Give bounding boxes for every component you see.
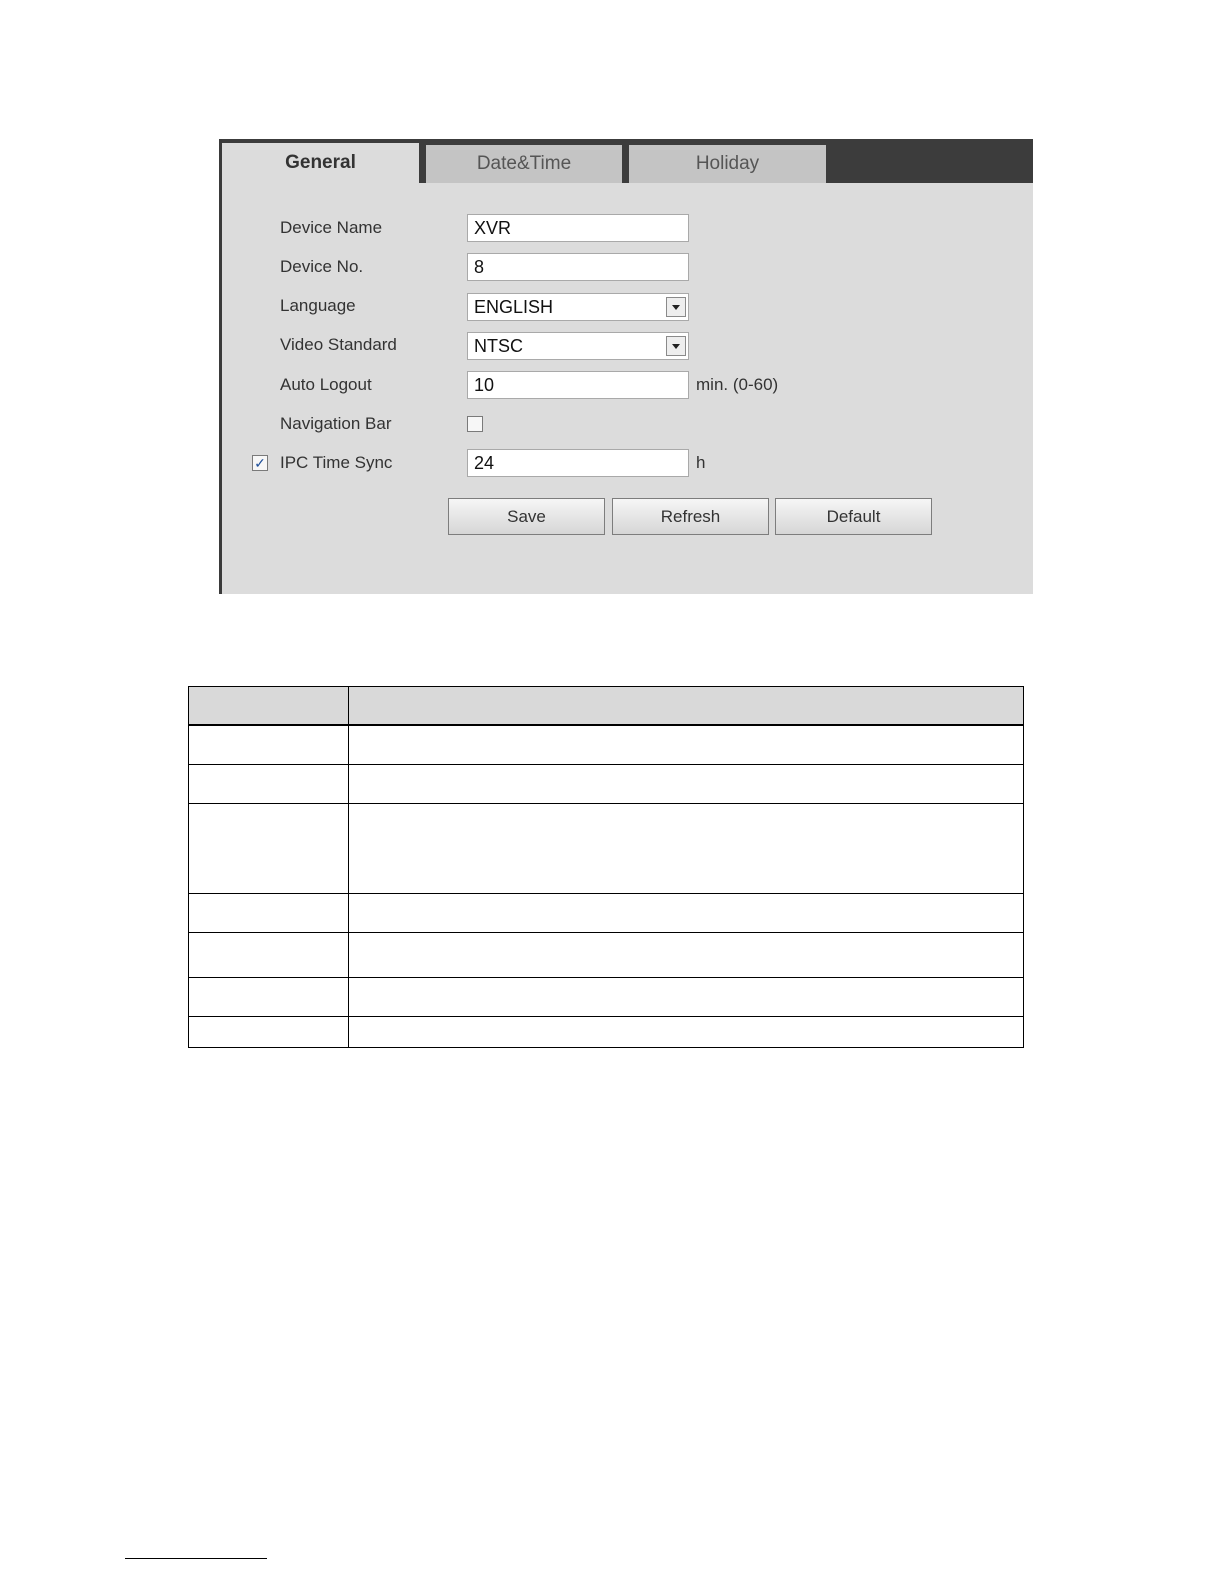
tab-date-time[interactable]: Date&Time [426, 145, 622, 183]
device-name-input[interactable] [467, 214, 689, 242]
table-cell [189, 978, 349, 1017]
refresh-button[interactable]: Refresh [612, 498, 769, 535]
checkmark-icon: ✓ [254, 455, 266, 471]
table-row [189, 894, 1024, 933]
table-header-cell [349, 687, 1024, 725]
table-row [189, 978, 1024, 1017]
table-row [189, 725, 1024, 765]
table-cell [189, 804, 349, 894]
table-row [189, 933, 1024, 978]
ipc-time-sync-unit: h [696, 453, 706, 472]
auto-logout-unit: min. (0-60) [696, 375, 779, 394]
table-cell [189, 894, 349, 933]
video-standard-label: Video Standard [280, 335, 397, 354]
table-cell [349, 725, 1024, 765]
language-value: ENGLISH [474, 296, 554, 317]
table-row [189, 765, 1024, 804]
general-settings-panel [219, 139, 1033, 594]
table-cell [189, 933, 349, 978]
video-standard-value: NTSC [474, 335, 523, 356]
language-select[interactable] [467, 293, 689, 321]
table-cell [349, 894, 1024, 933]
auto-logout-value: 10 [474, 374, 495, 395]
ipc-time-sync-label: IPC Time Sync [280, 453, 393, 472]
table-cell [349, 933, 1024, 978]
video-standard-select[interactable] [467, 332, 689, 360]
default-button[interactable]: Default [775, 498, 932, 535]
navigation-bar-label: Navigation Bar [280, 414, 392, 433]
device-no-input[interactable] [467, 253, 689, 281]
dropdown-arrow-icon[interactable] [666, 336, 686, 356]
table-cell [349, 978, 1024, 1017]
device-name-label: Device Name [280, 218, 383, 237]
save-button[interactable]: Save [448, 498, 605, 535]
table-cell [189, 1017, 349, 1048]
device-no-value: 8 [474, 256, 485, 277]
table-row [189, 804, 1024, 894]
tab-general[interactable]: General [222, 143, 419, 183]
device-no-label: Device No. [280, 257, 364, 276]
table-cell [189, 765, 349, 804]
navigation-bar-checkbox[interactable] [467, 416, 483, 432]
dropdown-arrow-icon[interactable] [666, 297, 686, 317]
auto-logout-label: Auto Logout [280, 375, 372, 394]
auto-logout-input[interactable] [467, 371, 689, 399]
tab-holiday[interactable]: Holiday [629, 145, 826, 183]
ipc-time-sync-value: 24 [474, 452, 495, 473]
table-cell [349, 804, 1024, 894]
parameter-table [188, 686, 1024, 1048]
table-row [189, 1017, 1024, 1048]
table-cell [189, 725, 349, 765]
ipc-time-sync-checkbox[interactable] [252, 455, 268, 471]
ipc-time-sync-input[interactable] [467, 449, 689, 477]
tab-bar [222, 139, 1033, 183]
table-header-row [189, 687, 1024, 725]
table-cell [349, 1017, 1024, 1048]
device-name-value: XVR [474, 217, 512, 238]
language-label: Language [280, 296, 356, 315]
footnote-divider [125, 1558, 267, 1559]
table-header-cell [189, 687, 349, 725]
table-cell [349, 765, 1024, 804]
